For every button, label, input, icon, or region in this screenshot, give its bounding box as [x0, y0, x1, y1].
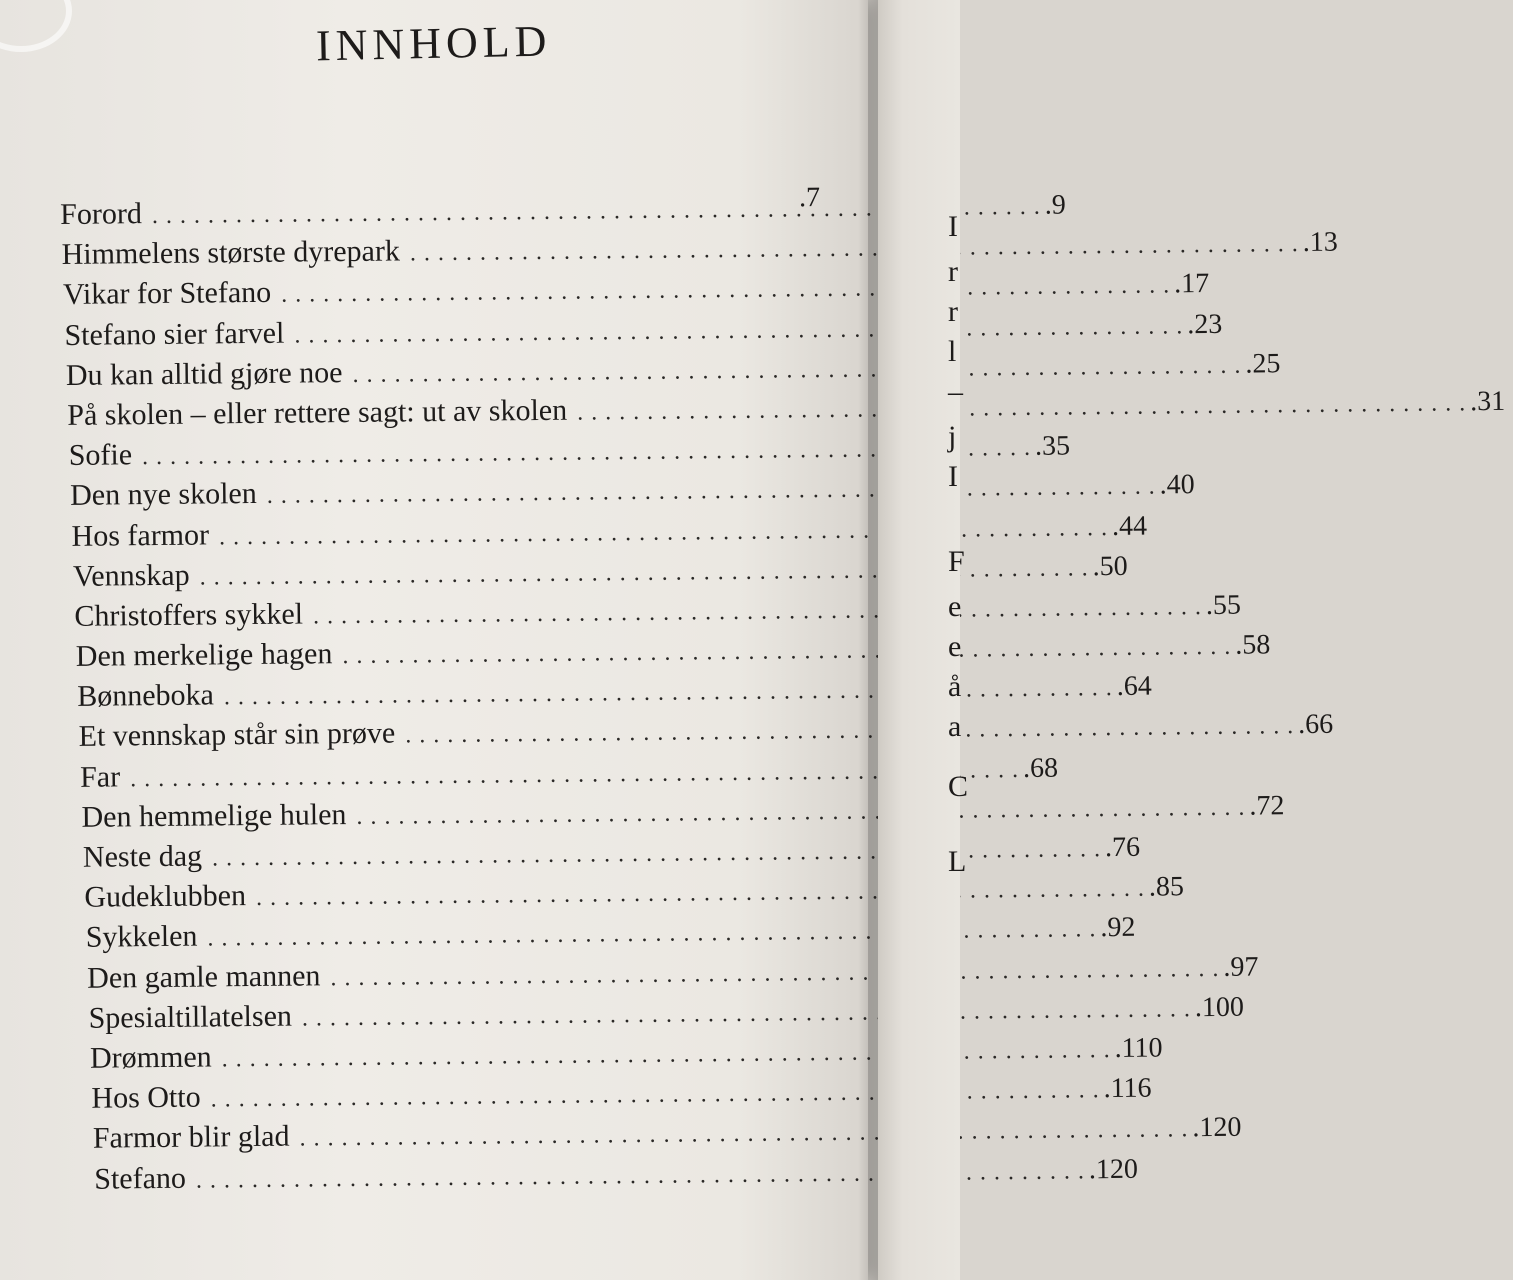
- toc-entry: [67, 830, 1141, 878]
- toc-leader-dots: [405, 707, 1294, 756]
- toc-entry-page: .85: [1148, 871, 1185, 903]
- toc-entry-page: .66: [1298, 709, 1334, 741]
- table-of-contents: [60, 182, 1506, 1200]
- toc-entry-title: Vennskap: [72, 558, 190, 593]
- toc-entry-title: Sykkelen: [85, 919, 198, 955]
- toc-entry-title: Du kan alltid gjøre noe: [65, 355, 343, 392]
- toc-entry-title: Den nye skolen: [69, 477, 257, 513]
- toc-entry-page: .31: [1469, 385, 1506, 418]
- facing-page-letter: e: [948, 590, 962, 623]
- toc-entry-title: Den gamle mannen: [87, 958, 321, 995]
- toc-entry: [65, 669, 1153, 717]
- toc-entry-page: .116: [1103, 1072, 1152, 1105]
- toc-entry-title: Vikar for Stefano: [62, 276, 272, 312]
- toc-entry: [69, 1071, 1152, 1119]
- toc-entry: [68, 991, 1245, 1039]
- toc-entry: [61, 267, 1210, 315]
- toc-entry-page: .23: [1187, 308, 1223, 340]
- toc-entry: [63, 428, 1071, 476]
- facing-page-letter: F: [948, 545, 965, 578]
- toc-entry-title: På skolen – eller rettere sagt: ut av skolen: [67, 393, 568, 432]
- page-title: INNHOLD: [315, 16, 552, 71]
- toc-entry-page: .120: [1192, 1111, 1242, 1144]
- toc-entry: [70, 1111, 1242, 1159]
- facing-page-letter: å: [948, 670, 962, 703]
- facing-page-letter: C: [948, 770, 969, 803]
- toc-entry-page: .68: [1022, 752, 1059, 784]
- toc-entry-page: .64: [1116, 670, 1153, 703]
- facing-page-letter: l: [948, 335, 957, 368]
- toc-entry: [69, 1031, 1163, 1079]
- toc-entry: [60, 226, 1338, 275]
- toc-entry-page: .50: [1092, 550, 1128, 582]
- toc-entry: [66, 750, 1059, 798]
- toc-entry: [62, 347, 1281, 396]
- toc-entry-page: .120: [1088, 1153, 1139, 1185]
- facing-page-letter: a: [948, 710, 962, 743]
- toc-entry-title: Sofie: [68, 438, 133, 473]
- facing-page-letter: –: [948, 375, 963, 408]
- toc-entry: [63, 509, 1148, 557]
- toc-entry-title: Far: [79, 760, 121, 794]
- facing-page-letter: r: [948, 295, 958, 328]
- toc-entry: [70, 1151, 1139, 1199]
- toc-first-page-number: .7: [798, 182, 821, 214]
- toc-entry-title: Spesialtillatelsen: [88, 999, 293, 1035]
- toc-entry: [64, 589, 1242, 637]
- toc-entry-title: Den merkelige hagen: [75, 637, 333, 673]
- toc-entry: [65, 709, 1334, 757]
- facing-page-letter: I: [948, 460, 958, 493]
- toc-entry-page: .55: [1205, 589, 1242, 621]
- toc-entry-page: .44: [1111, 510, 1148, 542]
- toc-entry-title: Himmelens største dyrepark: [61, 234, 401, 272]
- toc-entry-title: Bønneboka: [77, 678, 215, 714]
- facing-page-letter: j: [948, 420, 957, 453]
- toc-leader-dots: [577, 383, 1466, 432]
- toc-entry-title: Stefano sier farvel: [64, 316, 285, 352]
- toc-entry: [62, 385, 1506, 436]
- toc-entry-page: .35: [1034, 430, 1071, 462]
- toc-entry: [66, 790, 1285, 838]
- toc-entry-page: .25: [1245, 347, 1281, 380]
- toc-entry-page: .9: [1044, 189, 1066, 221]
- toc-entry-page: .92: [1100, 912, 1136, 944]
- toc-entry-page: .97: [1223, 951, 1259, 983]
- toc-entry-page: .40: [1159, 469, 1195, 501]
- toc-entry-title: Den hemmelige hulen: [81, 797, 347, 834]
- toc-entry-title: Stefano: [94, 1161, 187, 1196]
- toc-entry-title: Et vennskap står sin prøve: [78, 716, 396, 754]
- toc-entry-page: .110: [1114, 1032, 1163, 1064]
- toc-entry: [63, 468, 1195, 516]
- toc-entry: [68, 951, 1259, 999]
- facing-page-letter: L: [948, 845, 967, 878]
- toc-entry-title: Drømmen: [89, 1040, 212, 1075]
- toc-entry-title: Christoffers sykkel: [74, 597, 304, 633]
- toc-entry-page: .72: [1249, 790, 1285, 822]
- toc-entry-page: .76: [1104, 831, 1141, 864]
- facing-page-letter: I: [948, 210, 958, 243]
- toc-entry-title: Gudeklubben: [84, 879, 247, 914]
- toc-entry: [65, 629, 1271, 677]
- facing-page-letter: e: [948, 630, 962, 663]
- facing-page-letter: r: [948, 255, 958, 288]
- toc-entry-page: .58: [1235, 629, 1271, 661]
- toc-entry-page: .13: [1302, 226, 1338, 259]
- toc-entry: [64, 549, 1128, 597]
- toc-entry: [68, 910, 1136, 958]
- toc-entry-title: Hos Otto: [91, 1080, 201, 1115]
- toc-entry-title: Hos farmor: [71, 517, 210, 553]
- facing-page-edge: [878, 0, 969, 1280]
- toc-entry-title: Forord: [60, 197, 143, 231]
- toc-entry: [61, 308, 1223, 356]
- toc-entry-title: Farmor blir glad: [92, 1119, 290, 1156]
- toc-entry-page: .100: [1194, 991, 1245, 1023]
- toc-entry: [60, 187, 1066, 235]
- toc-entry: [67, 870, 1185, 918]
- toc-entry-title: Neste dag: [82, 839, 203, 874]
- toc-entry-page: .17: [1173, 268, 1210, 300]
